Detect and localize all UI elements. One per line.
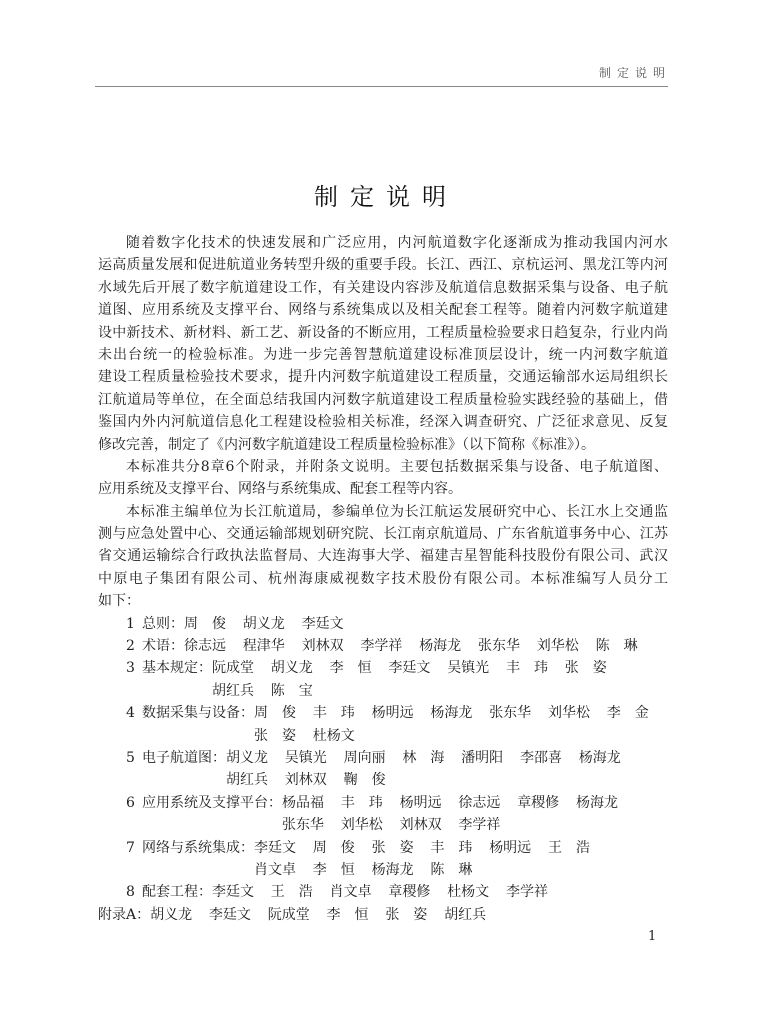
- chapter-label: 总则：: [142, 615, 184, 632]
- paragraph-line: 鉴国内外内河航道信息化工程建设检验相关标准，经深入调查研究、广泛征求意见、反复: [98, 414, 668, 431]
- staff-name: 李学祥: [458, 817, 501, 834]
- page-title: 制定说明: [314, 183, 458, 211]
- item-number: 8: [126, 884, 135, 901]
- staff-name: 杨明远: [399, 794, 442, 811]
- staff-name: 李 恒: [326, 906, 369, 923]
- staff-names: [254, 837, 590, 882]
- paragraph-line: 江航道局等单位，在全面总结我国内河数字航道建设工程质量检验实践经验的基础上，借: [98, 391, 668, 408]
- paragraph-line: 运高质量发展和促进航道业务转型升级的重要手段。长江、西江、京杭运河、黑龙江等内河: [98, 257, 668, 274]
- names-line: [226, 747, 621, 769]
- staff-list-item: [98, 747, 668, 792]
- staff-name: 李廷文: [254, 839, 296, 856]
- staff-name: 李 恒: [312, 861, 355, 878]
- staff-names: [282, 792, 618, 837]
- staff-name: 王 浩: [270, 884, 313, 901]
- names-line: [254, 859, 590, 881]
- staff-names: [212, 657, 607, 702]
- item-number: 4: [126, 705, 135, 722]
- staff-name: 王 浩: [547, 839, 590, 856]
- staff-name: 李廷文: [388, 660, 431, 677]
- names-line: [212, 680, 607, 702]
- item-number: 2: [126, 638, 135, 655]
- staff-name: 杨海龙: [430, 705, 473, 722]
- staff-name: 章稷修: [388, 884, 431, 901]
- staff-names: [184, 613, 344, 635]
- staff-list-item: [98, 613, 668, 635]
- staff-name: 张东华: [477, 638, 520, 655]
- staff-name: 胡红兵: [212, 682, 254, 699]
- staff-name: 张东华: [489, 705, 532, 722]
- names-line: [212, 881, 548, 903]
- staff-name: 刘林双: [301, 638, 344, 655]
- running-header-title: 制定说明: [598, 66, 671, 80]
- names-line: [254, 702, 649, 724]
- staff-name: 杨品福: [282, 794, 324, 811]
- staff-name: 胡红兵: [444, 906, 487, 923]
- staff-list-item: [98, 702, 668, 747]
- paragraph-line: 未出台统一的检验标准。为进一步完善智慧航道建设标准顶层设计，统一内河数字航道: [98, 346, 668, 363]
- item-number: 1: [126, 615, 135, 632]
- staff-name: 胡义龙: [270, 660, 313, 677]
- staff-name: 肖文卓: [329, 884, 372, 901]
- staff-name: 吴镇光: [447, 660, 490, 677]
- body-text: [98, 232, 668, 926]
- staff-name: 吴镇光: [284, 749, 327, 766]
- staff-names: [254, 702, 649, 747]
- names-line: [184, 635, 638, 657]
- item-number: 3: [126, 660, 135, 677]
- chapter-label: 术语：: [142, 638, 184, 655]
- staff-name: 徐志远: [184, 638, 226, 655]
- paragraph-line: 如下：: [98, 593, 140, 610]
- item-number: 6: [126, 794, 135, 811]
- staff-name: 胡义龙: [226, 749, 268, 766]
- staff-name: 杨海龙: [419, 638, 462, 655]
- staff-names: [150, 904, 486, 926]
- staff-name: 林 海: [402, 749, 445, 766]
- paragraph-line: 随着数字化技术的快速发展和广泛应用，内河航道数字化逐渐成为推动我国内河水: [126, 235, 668, 251]
- staff-name: 张 姿: [254, 727, 296, 744]
- staff-name: 周 俊: [184, 615, 226, 632]
- staff-name: 张 姿: [371, 839, 414, 856]
- names-line: [282, 814, 618, 836]
- staff-name: 胡红兵: [226, 772, 268, 789]
- staff-name: 杨海龙: [575, 794, 618, 811]
- item-number: 7: [126, 839, 135, 856]
- staff-name: 肖文卓: [254, 861, 296, 878]
- staff-name: 李廷文: [208, 906, 251, 923]
- staff-name: 鞠 俊: [343, 772, 386, 789]
- staff-name: 胡义龙: [242, 615, 285, 632]
- staff-list-item: [98, 837, 668, 882]
- staff-name: 杨海龙: [578, 749, 621, 766]
- staff-name: 杜杨文: [447, 884, 490, 901]
- appendix-a-item: [98, 904, 668, 926]
- staff-name: 丰 玮: [430, 839, 473, 856]
- names-line: [254, 725, 649, 747]
- paragraph-line: 修改完善，制定了《内河数字航道建设工程质量检验标准》（以下简称《标准》）。: [98, 436, 595, 453]
- paragraph-line: 设中新技术、新材料、新工艺、新设备的不断应用，工程质量检验要求日趋复杂，行业内尚: [98, 324, 668, 341]
- staff-name: 阮成堂: [267, 906, 310, 923]
- staff-assignment-list: [98, 613, 668, 926]
- page-number: 1: [648, 929, 657, 944]
- staff-name: 李邵喜: [519, 749, 562, 766]
- staff-list-item: [98, 657, 668, 702]
- paragraph-line: 建设工程质量检验技术要求，提升内河数字航道建设工程质量，交通运输部水运局组织长: [98, 369, 668, 386]
- paragraph-line: 本标准主编单位为长江航道局，参编单位为长江航运发展研究中心、长江水上交通监: [126, 503, 668, 520]
- paragraph-line: 省交通运输综合行政执法监督局、大连海事大学、福建吉星智能科技股份有限公司、武汉: [98, 548, 668, 565]
- staff-list-item: [98, 792, 668, 837]
- names-line: [184, 613, 344, 635]
- staff-name: 刘华松: [536, 638, 579, 655]
- staff-name: 刘林双: [399, 817, 442, 834]
- appendix-label: 附录A：: [98, 906, 151, 923]
- paragraph-line: 本标准共分8章6个附录，并附条文说明。主要包括数据采集与设备、电子航道图、: [126, 458, 668, 475]
- names-line: [212, 657, 607, 679]
- paragraph-line: 水域先后开展了数字航道建设工作，有关建设内容涉及航道信息数据采集与设备、电子航: [98, 279, 668, 296]
- staff-name: 李学祥: [505, 884, 548, 901]
- item-number: 5: [126, 749, 135, 766]
- paragraph-line: 测与应急处置中心、交通运输部规划研究院、长江南京航道局、广东省航道事务中心、江苏: [98, 526, 668, 543]
- staff-name: 丰 玮: [340, 794, 383, 811]
- staff-name: 周向丽: [343, 749, 386, 766]
- chapter-label: 配套工程：: [142, 884, 212, 901]
- staff-names: [212, 881, 548, 903]
- header-rule: [95, 86, 668, 87]
- staff-name: 李学祥: [360, 638, 403, 655]
- staff-name: 刘华松: [340, 817, 383, 834]
- staff-name: 周 俊: [254, 705, 296, 722]
- staff-name: 张 姿: [564, 660, 607, 677]
- chapter-label: 基本规定：: [142, 660, 212, 677]
- paragraph-scope: [98, 456, 668, 501]
- names-line: [150, 904, 486, 926]
- staff-name: 潘明阳: [461, 749, 504, 766]
- staff-name: 刘林双: [284, 772, 327, 789]
- staff-name: 张 姿: [385, 906, 428, 923]
- chapter-label: 数据采集与设备：: [142, 705, 254, 722]
- staff-name: 张东华: [282, 817, 324, 834]
- staff-name: 杨明远: [489, 839, 532, 856]
- chapter-label: 网络与系统集成：: [142, 839, 254, 856]
- staff-name: 陈 宝: [270, 682, 313, 699]
- staff-name: 李廷文: [212, 884, 254, 901]
- paragraph-line: 中原电子集团有限公司、杭州海康威视数字技术股份有限公司。本标准编写人员分工: [98, 570, 668, 587]
- staff-name: 周 俊: [312, 839, 355, 856]
- staff-name: 刘华松: [547, 705, 590, 722]
- staff-name: 徐志远: [458, 794, 501, 811]
- staff-name: 李 恒: [329, 660, 372, 677]
- paragraph-background: [98, 232, 668, 456]
- staff-name: 杜杨文: [312, 727, 355, 744]
- staff-name: 丰 玮: [505, 660, 548, 677]
- staff-name: 丰 玮: [312, 705, 355, 722]
- paragraph-line: 应用系统及支撑平台、网络与系统集成、配套工程等内容。: [98, 481, 462, 498]
- staff-name: 程津华: [242, 638, 285, 655]
- staff-name: 杨海龙: [371, 861, 414, 878]
- staff-list-item: [98, 635, 668, 657]
- staff-name: 杨明远: [371, 705, 414, 722]
- names-line: [254, 837, 590, 859]
- staff-name: 阮成堂: [212, 660, 254, 677]
- names-line: [226, 769, 621, 791]
- staff-name: 李 金: [606, 705, 649, 722]
- chapter-label: 电子航道图：: [142, 749, 226, 766]
- staff-names: [184, 635, 638, 657]
- staff-names: [226, 747, 621, 792]
- paragraph-line: 道图、应用系统及支撑平台、网络与系统集成以及相关配套工程等。随着内河数字航道建: [98, 302, 668, 319]
- staff-name: 章稷修: [517, 794, 560, 811]
- staff-list-item: [98, 881, 668, 903]
- staff-name: 陈 琳: [595, 638, 638, 655]
- paragraph-contributors: [98, 501, 668, 613]
- staff-name: 陈 琳: [430, 861, 473, 878]
- staff-name: 李廷文: [301, 615, 344, 632]
- staff-name: 胡义龙: [150, 906, 193, 923]
- chapter-label: 应用系统及支撑平台：: [142, 794, 282, 811]
- names-line: [282, 792, 618, 814]
